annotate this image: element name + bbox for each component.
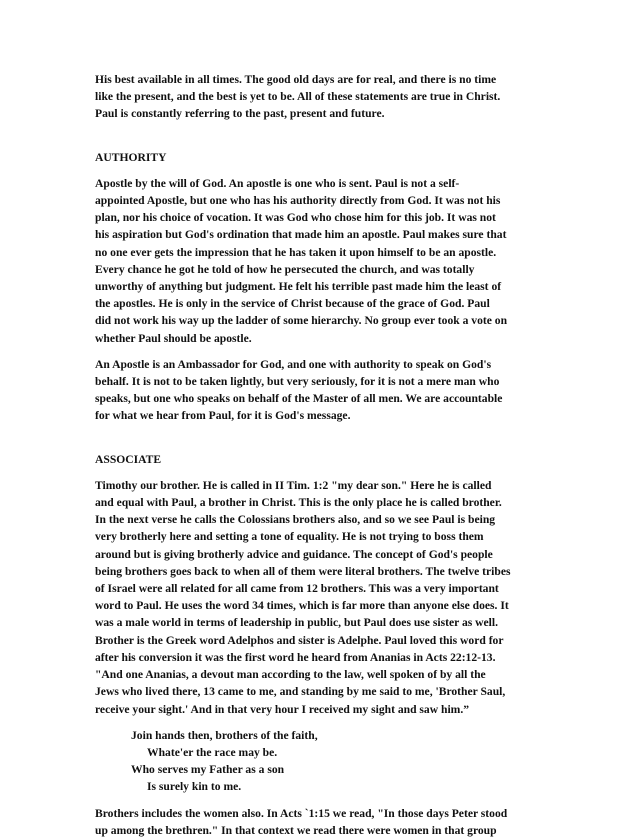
text-line: was a male world in terms of leadership in public, but Paul does use sister as well. bbox=[95, 616, 499, 630]
poem-line: Who serves my Father as a son bbox=[131, 763, 285, 777]
text-line: did not work his way up the ladder of some hierarchy. No group ever took a vote on bbox=[95, 314, 508, 328]
section-heading-authority: AUTHORITY bbox=[95, 150, 167, 164]
text-line: word to Paul. He uses the word 34 times, which is far more than anyone else does. It bbox=[95, 599, 509, 613]
text-line: "And one Ananias, a devout man according to the law, well spoken of by all the bbox=[95, 668, 486, 682]
text-line: being brothers goes back to when all of them were literal brothers. The twelve tribes bbox=[95, 564, 511, 578]
text-line: like the present, and the best is yet to be. All of these statements are true in Christ. bbox=[95, 90, 501, 104]
text-line: plan, nor his choice of vocation. It was God who chose him for this job. It was not bbox=[95, 211, 496, 225]
spacer bbox=[95, 123, 547, 140]
poem-block bbox=[95, 727, 547, 796]
associate-paragraph-1 bbox=[95, 477, 547, 718]
spacer bbox=[95, 347, 547, 356]
text-line: speaks, but one who speaks on behalf of the Master of all men. We are accountable bbox=[95, 392, 503, 406]
spacer bbox=[95, 166, 547, 175]
section-heading-associate: ASSOCIATE bbox=[95, 452, 162, 466]
text-line: behalf. It is not to be taken lightly, but very seriously, for it is not a mere man who bbox=[95, 375, 500, 389]
text-line: around but is giving brotherly advice and guidance. The concept of God's people bbox=[95, 547, 493, 561]
associate-paragraph-2 bbox=[95, 805, 547, 839]
text-line: Paul is constantly referring to the past, present and future. bbox=[95, 107, 385, 121]
intro-paragraph bbox=[95, 71, 547, 123]
text-line: and equal with Paul, a brother in Christ. This is the only place he is called brother. bbox=[95, 496, 502, 510]
poem-line: Whate'er the race may be. bbox=[147, 745, 278, 759]
text-line: unworthy of anything but judgment. He felt his terrible past made him the least of bbox=[95, 280, 502, 294]
text-line: no one ever gets the impression that he has taken it upon himself to be an apostle. bbox=[95, 245, 497, 259]
text-line: Timothy our brother. He is called in II Tim. 1:2 "my dear son." Here he is called bbox=[95, 478, 492, 492]
spacer bbox=[95, 796, 547, 805]
text-line: whether Paul should be apostle. bbox=[95, 331, 252, 345]
spacer bbox=[95, 442, 547, 451]
spacer bbox=[95, 718, 547, 727]
text-line: Every chance he got he told of how he persecuted the church, and was totally bbox=[95, 262, 475, 276]
spacer bbox=[95, 425, 547, 442]
authority-paragraph-2 bbox=[95, 356, 547, 425]
text-line: appointed Apostle, but one who has his authority directly from God. It was not his bbox=[95, 194, 501, 208]
text-line: Jews who lived there, 13 came to me, and standing by me said to me, 'Brother Saul, bbox=[95, 685, 506, 699]
text-line: Brother is the Greek word Adelphos and sister is Adelphe. Paul loved this word for bbox=[95, 633, 504, 647]
text-line: His best available in all times. The good old days are for real, and there is no time bbox=[95, 73, 497, 86]
text-line: for what we hear from Paul, for it is God's message. bbox=[95, 409, 351, 423]
document-body bbox=[95, 71, 547, 839]
text-line: receive your sight.' And in that very hour I received my sight and saw him.” bbox=[95, 702, 470, 716]
text-line: of Israel were all related for all came from 12 brothers. This was a very important bbox=[95, 582, 499, 596]
spacer bbox=[95, 468, 547, 477]
text-line: after his conversion it was the first word he heard from Ananias in Acts 22:12-13. bbox=[95, 650, 496, 664]
spacer bbox=[95, 140, 547, 149]
text-line: Apostle by the will of God. An apostle is one who is sent. Paul is not a self- bbox=[95, 176, 460, 190]
authority-paragraph-1 bbox=[95, 175, 547, 347]
text-line: An Apostle is an Ambassador for God, and one with authority to speak on God's bbox=[95, 357, 492, 371]
text-line: Brothers includes the women also. In Acts `1:15 we read, "In those days Peter stood bbox=[95, 806, 508, 820]
text-line: In the next verse he calls the Colossians brothers also, and so we see Paul is being bbox=[95, 513, 496, 527]
text-line: up among the brethren." In that context we read there were women in that group bbox=[95, 823, 497, 837]
text-line: very brotherly here and setting a tone of equality. He is not trying to boss them bbox=[95, 530, 484, 544]
poem-line: Join hands then, brothers of the faith, bbox=[131, 728, 318, 742]
poem-line: Is surely kin to me. bbox=[147, 780, 242, 794]
text-line: the apostles. He is only in the service of Christ because of the grace of God. Paul bbox=[95, 297, 490, 311]
text-line: his aspiration but God's ordination that made him an apostle. Paul makes sure that bbox=[95, 228, 507, 242]
